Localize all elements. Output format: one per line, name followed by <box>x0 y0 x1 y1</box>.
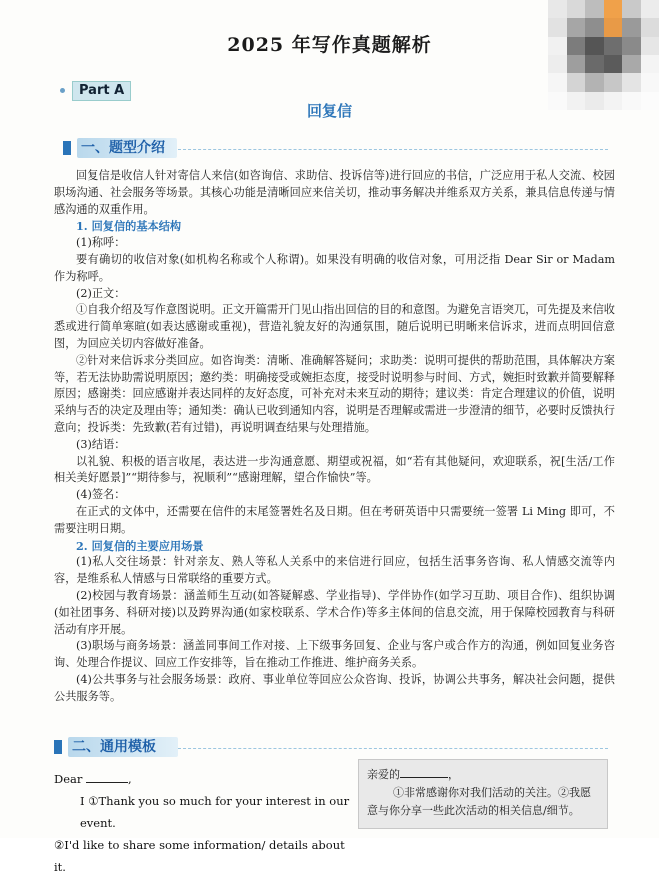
paragraph: (2)正文： <box>54 286 615 303</box>
paragraph: 以礼貌、积极的语言收尾，表达进一步沟通意愿、期望或祝福，如“若有其他疑问，欢迎联系，祝[生活/工作相关美好愿景]”“期待参与，祝顺利”“感谢理解，望合作愉快”等。 <box>54 454 615 488</box>
mosaic-tile <box>604 0 623 18</box>
part-label: Part A <box>72 81 131 101</box>
mosaic-tile <box>622 55 641 73</box>
mosaic-tile <box>567 18 586 36</box>
mosaic-tile <box>585 18 604 36</box>
paragraph: 回复信是收信人针对寄信人来信(如咨询信、求助信、投诉信等)进行回应的书信，广泛应用于私人交流、校园职场沟通、社会服务等场景。其核心功能是清晰回应来信关切，推动事务解决并维系双方关系，兼具信息传递与情感沟通的双重作用。 <box>54 168 615 218</box>
mosaic-tile <box>548 73 567 91</box>
blurred-image <box>548 0 659 110</box>
article-body <box>54 168 615 706</box>
mosaic-tile <box>585 0 604 18</box>
mosaic-tile <box>567 37 586 55</box>
mosaic-tile <box>604 37 623 55</box>
mosaic-tile <box>567 0 586 18</box>
paragraph: (4)签名： <box>54 487 615 504</box>
subheading: 2. 回复信的主要应用场景 <box>54 538 615 555</box>
section-divider <box>178 748 608 749</box>
mosaic-tile <box>641 18 659 36</box>
template-line: Ⅰ ①Thank you so much for your interest in our event. <box>54 790 354 834</box>
mosaic-tile <box>622 0 641 18</box>
paragraph: (1)称呼： <box>54 235 615 252</box>
paragraph: (3)职场与商务场景：涵盖同事间工作对接、上下级事务回复、企业与客户或合作方的沟通，例如回复业务咨询、处理合作提议、回应工作安排等，旨在推动工作推进、维护商务关系。 <box>54 638 615 672</box>
paragraph: (2)校园与教育场景：涵盖师生互动(如答疑解惑、学业指导)、学伴协作(如学习互助、项目合作)、组织协调(如社团事务、科研对接)以及跨界沟通(如家校联系、学术合作)等多主体间的信息交流，用于保障校园教育与科研活动有序开展。 <box>54 588 615 638</box>
mosaic-tile <box>641 73 659 91</box>
subheading: 1. 回复信的基本结构 <box>54 218 615 235</box>
mosaic-tile <box>567 73 586 91</box>
mosaic-tile <box>622 37 641 55</box>
mosaic-tile <box>641 0 659 18</box>
mosaic-tile <box>548 37 567 55</box>
subtitle: 回复信 <box>0 100 659 121</box>
bullet-dot <box>60 88 65 93</box>
mosaic-tile <box>604 18 623 36</box>
section-heading-intro: 一、题型介绍 <box>63 138 178 158</box>
paragraph: ②针对来信诉求分类回应。如咨询类：清晰、准确解答疑问；求助类：说明可提供的帮助范围，具体解决方案等，若无法协助需说明原因；邀约类：明确接受或婉拒态度，接受时说明参与时间、方式，婉拒时致歉并简要解释原因；感谢类：回应感谢并表达同样的友好态度，可补充对未来互动的期待；建议类：肯定合理建议的价值，说明采纳与否的决定及理由等；通知类：确认已收到通知内容，说明是否理解或需进一步澄清的细节，必要时反馈执行意向；投诉类：先致歉(若有过错)，再说明调查结果与处理措施。 <box>54 353 615 437</box>
template-line: ②I'd like to share some information/ details about it. <box>54 834 354 878</box>
paragraph: (1)私人交往场景：针对亲友、熟人等私人关系中的来信进行回应，包括生活事务咨询、私人情感交流等内容，是维系私人情感与日常联络的重要方式。 <box>54 554 615 588</box>
mosaic-tile <box>548 0 567 18</box>
template-chinese <box>358 759 608 829</box>
mosaic-tile <box>641 55 659 73</box>
mosaic-tile <box>585 73 604 91</box>
mosaic-tile <box>622 73 641 91</box>
paragraph: ①自我介绍及写作意图说明。正文开篇需开门见山指出回信的目的和意图。为避免言语突兀，可先提及来信收悉或进行简单寒暄(如表达感谢或重视)，营造礼貌友好的沟通氛围，随后说明已明晰来信诉求，进而点明回信意图，为回应关切内容做好准备。 <box>54 302 615 352</box>
mosaic-tile <box>548 18 567 36</box>
paragraph: 在正式的文体中，还需要在信件的末尾签署姓名及日期。但在考研英语中只需要统一签署 Li Ming 即可，不需要注明日期。 <box>54 504 615 538</box>
template-greeting: Dear , <box>54 768 354 790</box>
mosaic-tile <box>548 55 567 73</box>
mosaic-tile <box>585 55 604 73</box>
template-greeting: 亲爱的 ， <box>367 766 599 784</box>
mosaic-tile <box>604 55 623 73</box>
mosaic-tile <box>604 73 623 91</box>
paragraph: (4)公共事务与社会服务场景：政府、事业单位等回应公众咨询、投诉，协调公共事务，解决社会问题，提供公共服务等。 <box>54 672 615 706</box>
page-title: 2025 年写作真题解析 <box>0 30 659 57</box>
mosaic-tile <box>585 37 604 55</box>
section-divider <box>178 149 608 150</box>
template-line: ①非常感谢你对我们活动的关注。②我愿意与你分享一些此次活动的相关信息/细节。 <box>367 784 599 820</box>
template-english <box>54 768 354 878</box>
section-heading-template: 二、通用模板 <box>54 737 179 757</box>
paragraph: (3)结语： <box>54 437 615 454</box>
mosaic-tile <box>567 55 586 73</box>
paragraph: 要有确切的收信对象(如机构名称或个人称谓)。如果没有明确的收信对象，可用泛指 Dear Sir or Madam 作为称呼。 <box>54 252 615 286</box>
mosaic-tile <box>641 37 659 55</box>
mosaic-tile <box>622 18 641 36</box>
